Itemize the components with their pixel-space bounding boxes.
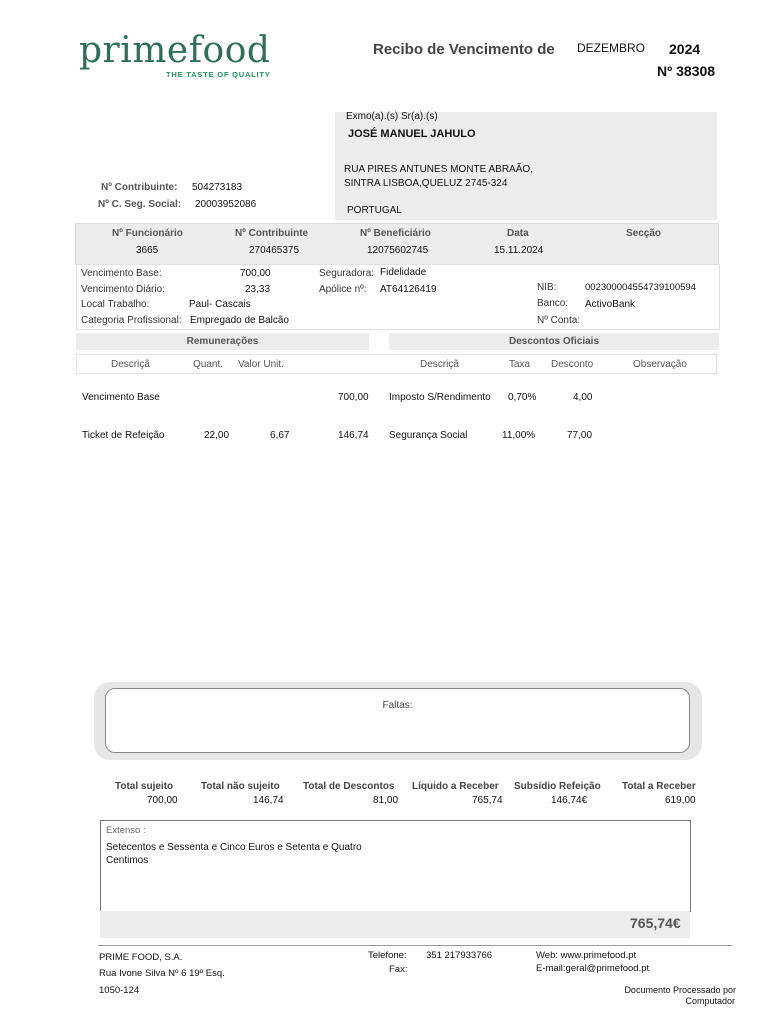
banco-value: ActivoBank bbox=[585, 299, 636, 310]
col-valor-unit: Valor Unit. bbox=[238, 359, 284, 370]
venc-base-value: 700,00 bbox=[240, 268, 271, 279]
recipient-address-line1: RUA PIRES ANTUNES MONTE ABRAÃO, bbox=[344, 164, 533, 175]
conta-label: Nº Conta: bbox=[537, 315, 581, 326]
apolice-value: AT64126419 bbox=[380, 284, 437, 295]
apolice-label: Apólice nº: bbox=[319, 284, 367, 295]
seguradora-label: Seguradora: bbox=[319, 268, 375, 279]
funcionario-value: 3665 bbox=[136, 245, 159, 256]
col-desconto: Desconto bbox=[551, 359, 594, 370]
remuneracoes-header bbox=[76, 333, 369, 350]
column-header-row bbox=[76, 354, 717, 374]
receipt-number-value: 38308 bbox=[676, 63, 716, 79]
total-descontos-value: 81,00 bbox=[373, 795, 399, 806]
remun-row-1-desc: Vencimento Base bbox=[82, 392, 160, 403]
faltas-box bbox=[105, 688, 690, 753]
col-descricao: Descriçã bbox=[111, 359, 150, 370]
receipt-number-label: Nº bbox=[657, 63, 673, 79]
company-seg-social: 20003952086 bbox=[195, 199, 257, 210]
footer-processed-line2: Computador bbox=[685, 996, 735, 1006]
net-amount-bar bbox=[100, 911, 690, 938]
extenso-box bbox=[100, 820, 691, 912]
footer-processed-line1: Documento Processado por bbox=[624, 985, 736, 995]
col-observacao: Observação bbox=[633, 359, 687, 370]
local-label: Local Trabalho: bbox=[81, 299, 150, 310]
remun-row-2-desc: Ticket de Refeição bbox=[82, 430, 165, 441]
venc-base-label: Vencimento Base: bbox=[81, 268, 162, 279]
emp-contribuinte-value: 270465375 bbox=[249, 245, 300, 256]
total-nao-sujeito-value: 146,74 bbox=[253, 795, 284, 806]
remun-row-2-unit: 6,67 bbox=[270, 430, 290, 441]
receipt-title: Recibo de Vencimento de bbox=[373, 41, 555, 58]
desc-row-1-desc: Imposto S/Rendimento bbox=[389, 392, 491, 403]
footer-telefone-label: Telefone: bbox=[368, 950, 407, 961]
desc-row-2-taxa: 11,00% bbox=[502, 430, 536, 441]
total-receber-value: 619,00 bbox=[665, 795, 696, 806]
receipt-month: DEZEMBRO bbox=[577, 41, 646, 55]
recipient-salutation: Exmo(a).(s) Sr(a).(s) bbox=[346, 111, 438, 122]
desc-row-1-taxa: 0,70% bbox=[508, 392, 537, 403]
company-contribuinte-label: Nº Contribuinte: bbox=[101, 182, 178, 193]
total-sujeito-label: Total sujeito bbox=[115, 781, 174, 792]
data-value: 15.11.2024 bbox=[494, 245, 544, 256]
emp-contribuinte-label: Nº Contribuinte bbox=[235, 228, 309, 239]
extenso-line2: Centimos bbox=[106, 855, 149, 866]
footer-postal: 1050-124 bbox=[99, 985, 140, 996]
local-value: Paul- Cascais bbox=[189, 299, 251, 310]
seguradora-value: Fidelidade bbox=[380, 267, 427, 278]
banco-label: Banco: bbox=[537, 298, 569, 309]
total-nao-sujeito-label: Total não sujeito bbox=[201, 781, 280, 792]
faltas-label: Faltas: bbox=[382, 700, 413, 711]
venc-diario-value: 23,33 bbox=[245, 284, 271, 295]
categoria-label: Categoria Profissional: bbox=[81, 315, 182, 326]
desc-row-1-desconto: 4,00 bbox=[573, 392, 593, 403]
receipt-number bbox=[657, 63, 715, 79]
remun-row-2-total: 146,74 bbox=[338, 430, 369, 441]
recipient-name: JOSÉ MANUEL JAHULO bbox=[348, 128, 476, 140]
subsidio-label: Subsídio Refeição bbox=[514, 781, 601, 792]
subsidio-value: 146,74€ bbox=[551, 795, 588, 806]
brand-logo bbox=[79, 30, 270, 71]
beneficiario-label: Nº Beneficiário bbox=[360, 228, 431, 239]
recipient-country: PORTUGAL bbox=[347, 205, 402, 216]
desc-row-2-desconto: 77,00 bbox=[567, 430, 593, 441]
footer-fax-label: Fax: bbox=[389, 964, 408, 975]
remuneracoes-title: Remunerações bbox=[186, 336, 259, 347]
footer-company: PRIME FOOD, S.A. bbox=[99, 952, 183, 963]
company-contribuinte: 504273183 bbox=[192, 182, 243, 193]
remun-row-1-total: 700,00 bbox=[338, 392, 369, 403]
extenso-line1: Setecentos e Sessenta e Cinco Euros e Setenta e Quatro bbox=[106, 842, 362, 853]
brand-name: primefood bbox=[79, 30, 271, 71]
venc-diario-label: Vencimento Diário: bbox=[81, 284, 165, 295]
total-receber-label: Total a Receber bbox=[622, 781, 696, 792]
footer-telefone: 351 217933766 bbox=[426, 950, 493, 961]
net-amount: 765,74€ bbox=[630, 915, 681, 931]
data-label: Data bbox=[507, 228, 529, 239]
funcionario-label: Nº Funcionário bbox=[112, 228, 183, 239]
liquido-label: Líquido a Receber bbox=[412, 781, 499, 792]
footer-divider bbox=[98, 945, 732, 946]
categoria-value: Empregado de Balcão bbox=[190, 315, 289, 326]
beneficiario-value: 12075602745 bbox=[367, 245, 429, 256]
recipient-address-line2: SINTRA LISBOA,QUELUZ 2745-324 bbox=[344, 178, 508, 189]
extenso-label: Extenso : bbox=[106, 825, 146, 836]
col-taxa: Taxa bbox=[509, 359, 531, 370]
nib-value: 002300004554739100594 bbox=[585, 282, 696, 293]
brand-tagline: THE TASTE OF QUALITY bbox=[166, 70, 271, 79]
remun-row-2-quant: 22,00 bbox=[204, 430, 230, 441]
total-descontos-label: Total de Descontos bbox=[303, 781, 395, 792]
descontos-title: Descontos Oficiais bbox=[508, 336, 600, 347]
total-sujeito-value: 700,00 bbox=[147, 795, 178, 806]
footer-email: E-mail:geral@primefood.pt bbox=[536, 963, 650, 974]
desc-row-2-desc: Segurança Social bbox=[389, 430, 468, 441]
col-descricao-descontos: Descriçã bbox=[420, 359, 459, 370]
company-seg-social-label: Nº C. Seg. Social: bbox=[98, 199, 182, 210]
nib-label: NIB: bbox=[537, 282, 557, 293]
liquido-value: 765,74 bbox=[472, 795, 503, 806]
descontos-header bbox=[389, 333, 719, 350]
footer-web: Web: www.primefood.pt bbox=[536, 950, 637, 961]
col-quant: Quant. bbox=[193, 359, 224, 370]
footer-address: Rua Ivone Silva Nº 6 19º Esq. bbox=[99, 968, 225, 979]
seccao-label: Secção bbox=[626, 228, 662, 239]
receipt-year: 2024 bbox=[669, 41, 701, 57]
